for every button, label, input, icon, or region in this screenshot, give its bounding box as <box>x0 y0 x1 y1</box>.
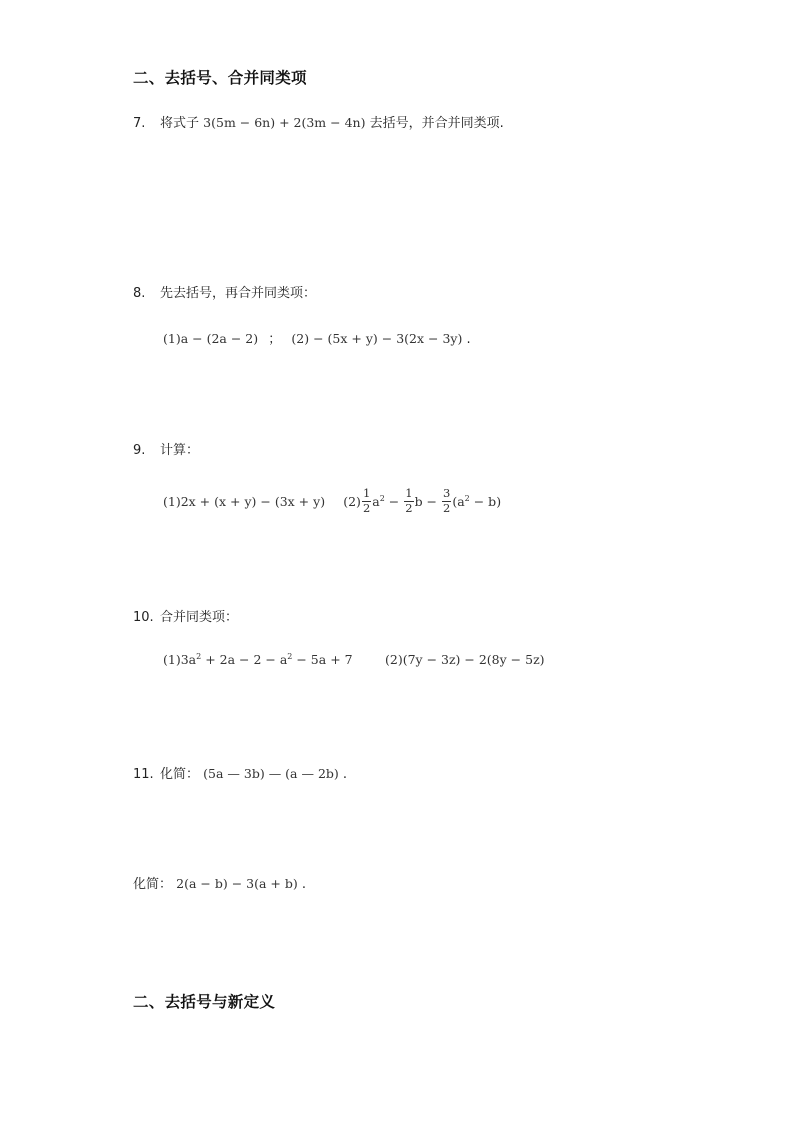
math-expression: (2)(7y − 3z) − 2(8y − 5z) <box>385 652 545 667</box>
math-expression: (1)2x + (x + y) − (3x + y) <box>163 493 326 509</box>
period: . <box>301 877 307 892</box>
question-text: 化简： <box>133 877 173 892</box>
question-simplify <box>133 873 306 892</box>
question-number: 7. <box>133 116 146 131</box>
fraction: $\frac{3}{2}$ <box>443 486 451 515</box>
math-expression: (1)a − (2a − 2) <box>163 331 259 346</box>
math-expression: 2(a − b) − 3(a + b) <box>176 876 298 891</box>
fraction: $\frac{1}{2}$ <box>362 486 371 515</box>
question-text: 合并同类项： <box>160 610 239 625</box>
question-11 <box>133 763 347 782</box>
math-expression: 3(5m − 6n) + 2(3m − 4n) <box>203 115 366 130</box>
separator: ； <box>268 332 282 347</box>
question-text: 计算： <box>160 443 200 458</box>
math-expression: $(1)3a^2 + 2a - 2 - a^2 - 5a + 7$ <box>163 652 353 668</box>
question-number: 8. <box>133 286 146 301</box>
period: . <box>466 332 471 347</box>
section-heading-1: 二、去括号、合并同类项 <box>133 69 307 87</box>
question-10-parts <box>163 652 545 668</box>
question-10 <box>133 606 238 625</box>
fraction: $\frac{1}{2}$ <box>405 486 413 515</box>
question-7 <box>133 112 504 131</box>
question-text: 化简： <box>160 767 200 782</box>
question-number: 10. <box>133 610 154 625</box>
question-text: 先去括号，再合并同类项： <box>160 286 317 301</box>
question-text: 去括号，并合并同类项. <box>369 116 504 131</box>
question-number: 11. <box>133 767 154 782</box>
question-8 <box>133 282 316 301</box>
question-9-parts <box>163 481 502 515</box>
question-9 <box>133 439 199 458</box>
question-number: 9. <box>133 443 146 458</box>
question-text: 将式子 <box>160 116 200 131</box>
question-8-parts <box>163 328 471 347</box>
math-expression: (2) − (5x + y) − 3(2x − 3y) <box>291 331 463 346</box>
section-heading-2: 二、去括号与新定义 <box>133 993 276 1011</box>
math-expression-fraction: (2) $\frac{1}{2}$ $a^2$ − $\frac{1}{2}$ b − $\frac{3}{2}$ $(a^2 - b)$ <box>343 486 502 515</box>
period: . <box>342 767 348 782</box>
math-expression: (5a — 3b) — (a — 2b) <box>203 766 339 781</box>
